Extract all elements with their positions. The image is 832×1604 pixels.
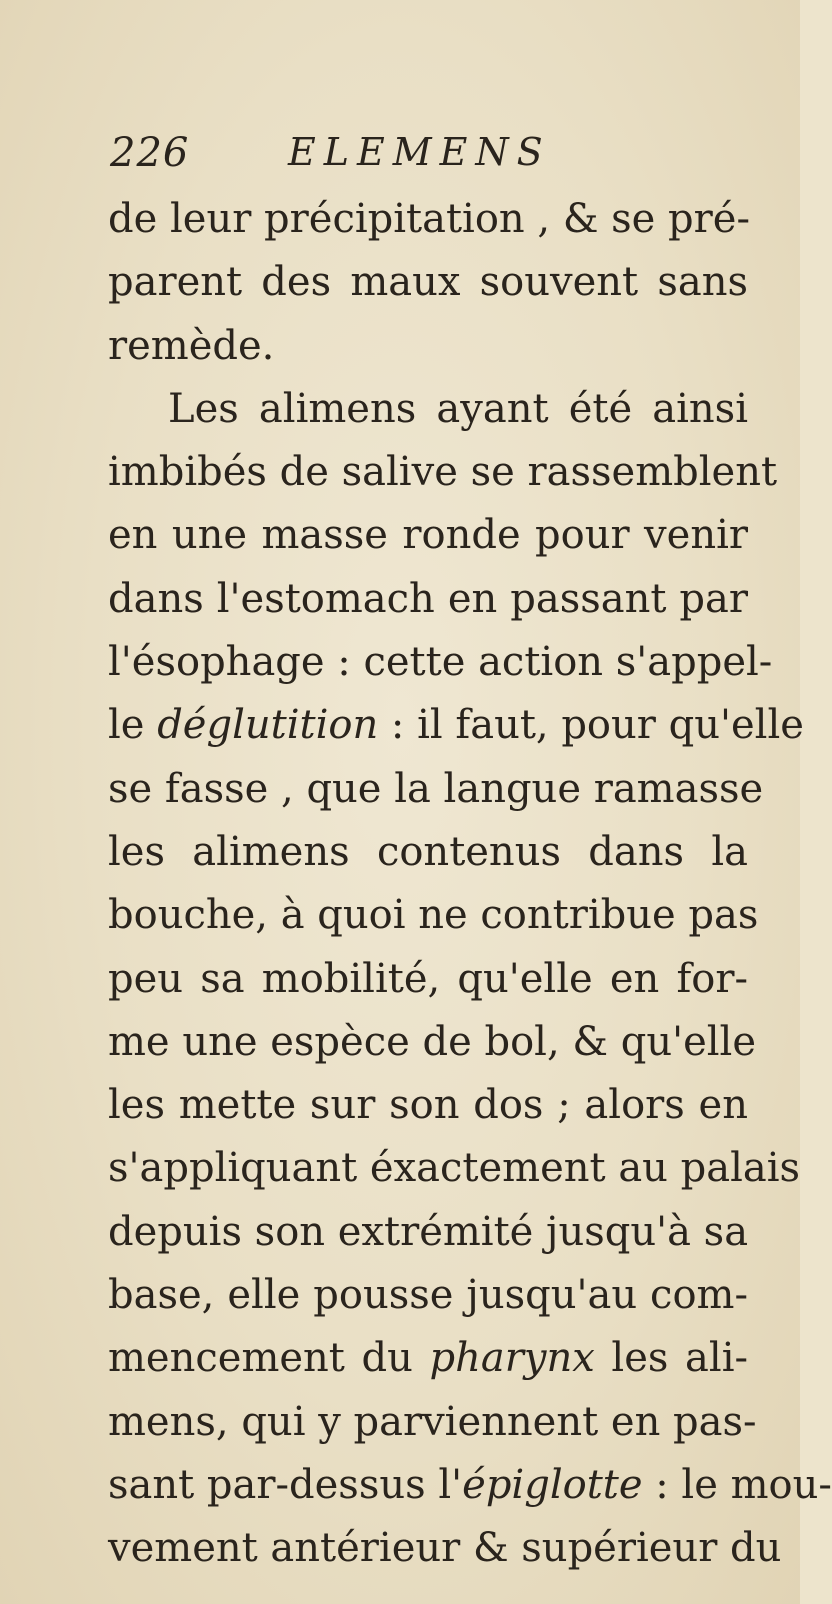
text-line: [108, 1011, 757, 1074]
text-segment: imbibés de salive se rassemblent: [108, 449, 778, 496]
text-line: [108, 758, 764, 821]
text-segment: s'appliquant éxactement au palais: [108, 1145, 801, 1192]
text-segment: : il faut, pour qu'elle: [378, 702, 804, 749]
text-segment: depuis son extrémité jusqu'à sa: [108, 1208, 749, 1255]
body-text: [108, 188, 832, 1581]
text-segment: vement antérieur & supérieur du: [108, 1525, 782, 1572]
text-line: [108, 1454, 832, 1517]
text-line: [108, 504, 748, 567]
text-line: [108, 948, 748, 1011]
text-segment: les alimens contenus dans la: [108, 828, 748, 875]
text-line: [108, 1391, 757, 1454]
text-line: [108, 188, 748, 251]
text-segment: se fasse , que la langue ramasse: [108, 765, 764, 812]
text-line: [108, 821, 748, 884]
text-segment: de leur précipitation , & se pré-: [108, 196, 750, 242]
text-segment: en une masse ronde pour venir: [108, 512, 748, 559]
italic-term: déglutition: [157, 702, 379, 749]
text-line: [108, 315, 748, 378]
text-line: [108, 1327, 748, 1390]
italic-term: épiglotte: [462, 1461, 643, 1508]
text-line: [108, 568, 748, 631]
running-head-title: ELEMENS: [288, 130, 551, 174]
text-segment: sant par-dessus l': [108, 1461, 463, 1508]
text-line: [108, 441, 778, 504]
text-segment: peu sa mobilité, qu'elle en for-: [108, 955, 748, 1002]
page-number: 226: [110, 130, 190, 176]
text-line: [108, 378, 748, 441]
text-line: [108, 1517, 782, 1580]
text-segment: : le mou-: [642, 1461, 832, 1508]
text-line: [108, 694, 804, 757]
text-line: [108, 884, 759, 947]
text-line: [108, 631, 773, 694]
text-line: [108, 1074, 748, 1137]
text-segment: bouche, à quoi ne contribue pas: [108, 892, 759, 939]
text-line: [108, 251, 748, 314]
text-line: [108, 1201, 748, 1264]
text-segment: mencement du: [108, 1335, 430, 1382]
running-head: [108, 126, 708, 186]
text-segment: dans l'estomach en passant par: [108, 575, 748, 622]
text-line: [108, 1264, 748, 1327]
text-segment: remède.: [108, 322, 275, 369]
text-segment: base, elle pousse jusqu'au com-: [108, 1272, 748, 1319]
text-segment: l'ésophage : cette action s'appel-: [108, 639, 773, 686]
text-segment: Les alimens ayant été ainsi: [168, 385, 748, 432]
text-segment: les mette sur son dos ; alors en: [108, 1082, 748, 1129]
text-segment: le: [108, 702, 158, 749]
text-segment: parent des maux souvent sans: [108, 259, 748, 306]
text-segment: me une espèce de bol, & qu'elle: [108, 1018, 757, 1065]
text-segment: les ali-: [594, 1335, 748, 1382]
text-segment: mens, qui y parviennent en pas-: [108, 1398, 757, 1445]
text-line: [108, 1137, 801, 1200]
italic-term: pharynx: [429, 1335, 595, 1382]
